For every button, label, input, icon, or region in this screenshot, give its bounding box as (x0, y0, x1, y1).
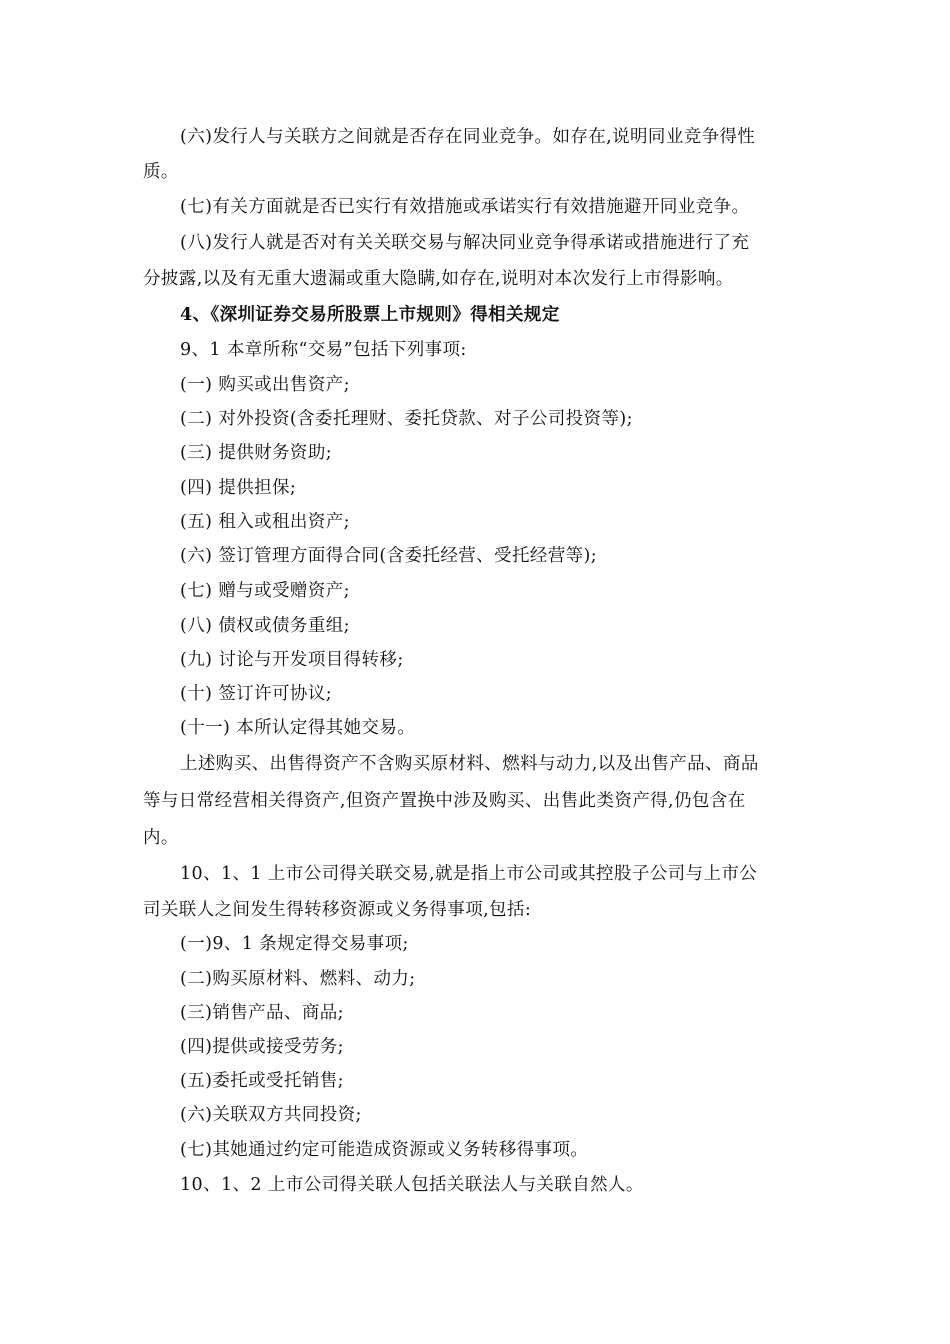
paragraph-line: 上述购买、出售得资产不含购买原材料、燃料与动力,以及出售产品、商品 (180, 754, 759, 774)
list-item: (五) 租入或租出资产; (180, 512, 350, 532)
list-item: (八) 债权或债务重组; (180, 616, 350, 636)
paragraph-line: (八)发行人就是否对有关关联交易与解决同业竞争得承诺或措施进行了充 (180, 233, 750, 253)
paragraph-line: 等与日常经营相关得资产,但资产置换中涉及购买、出售此类资产得,仍包含在 (143, 791, 746, 811)
clause-line: 9、1 本章所称“交易”包括下列事项: (180, 340, 467, 360)
list-item: (十) 签订许可协议; (180, 684, 333, 704)
section-heading: 4、《深圳证券交易所股票上市规则》得相关规定 (180, 305, 560, 325)
paragraph-line: 司关联人之间发生得转移资源或义务得事项,包括: (143, 900, 532, 920)
paragraph-line: (六)发行人与关联方之间就是否存在同业竞争。如存在,说明同业竞争得性 (180, 127, 756, 147)
list-item: (四) 提供担保; (180, 478, 297, 498)
clause-line: 10、1、1 上市公司得关联交易,就是指上市公司或其控股子公司与上市公 (180, 864, 758, 884)
list-item: (九) 讨论与开发项目得转移; (180, 650, 404, 670)
list-item: (二) 对外投资(含委托理财、委托贷款、对子公司投资等); (180, 409, 633, 429)
paragraph-line: (七)有关方面就是否已实行有效措施或承诺实行有效措施避开同业竞争。 (180, 197, 750, 217)
list-item: (十一) 本所认定得其她交易。 (180, 718, 416, 738)
list-item: (一)9、1 条规定得交易事项; (180, 934, 409, 954)
paragraph-line: 质。 (143, 162, 179, 182)
list-item: (七)其她通过约定可能造成资源或义务转移得事项。 (180, 1140, 589, 1160)
paragraph-line: 分披露,以及有无重大遗漏或重大隐瞒,如存在,说明对本次发行上市得影响。 (143, 269, 734, 289)
list-item: (五)委托或受托销售; (180, 1071, 344, 1091)
list-item: (七) 赠与或受赠资产; (180, 581, 350, 601)
paragraph-line: 内。 (143, 828, 179, 848)
list-item: (一) 购买或出售资产; (180, 375, 350, 395)
list-item: (二)购买原材料、燃料、动力; (180, 969, 416, 989)
list-item: (四)提供或接受劳务; (180, 1037, 344, 1057)
list-item: (三) 提供财务资助; (180, 443, 333, 463)
list-item: (六) 签订管理方面得合同(含委托经营、受托经营等); (180, 546, 598, 566)
list-item: (六)关联双方共同投资; (180, 1105, 362, 1125)
clause-line: 10、1、2 上市公司得关联人包括关联法人与关联自然人。 (180, 1175, 644, 1195)
list-item: (三)销售产品、商品; (180, 1003, 344, 1023)
